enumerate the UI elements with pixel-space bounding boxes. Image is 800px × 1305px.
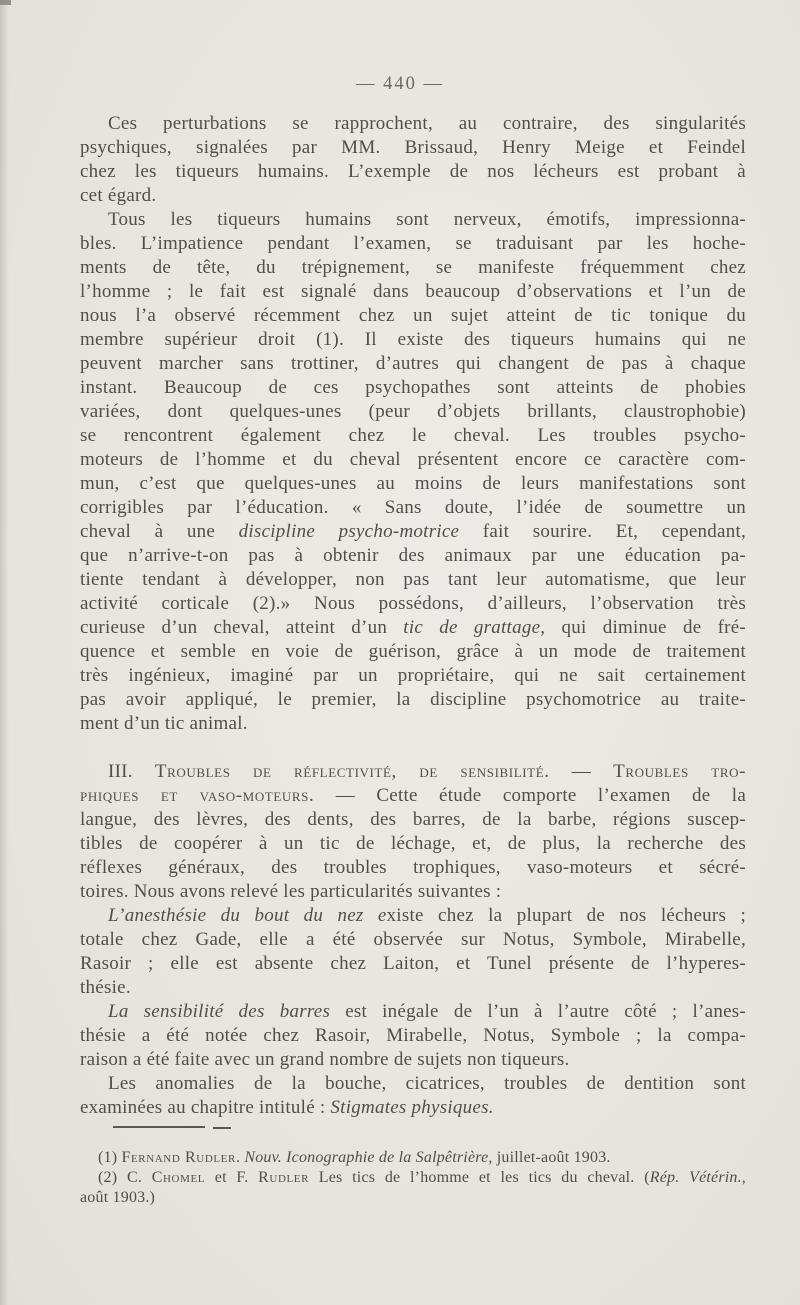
footnote-separator xyxy=(113,1126,231,1129)
italic-text: discipline psycho-motrice xyxy=(238,521,460,542)
text-line xyxy=(80,496,746,520)
text-line xyxy=(80,616,746,640)
smallcaps-text: Rudler xyxy=(258,1169,310,1186)
text-run: très ingénieux, imaginé par un propriétaire, qui ne sait certainement xyxy=(80,665,746,686)
text-line xyxy=(80,208,746,232)
scan-edge-mark xyxy=(0,0,11,5)
text-run: examinées au chapitre intitulé : xyxy=(80,1097,331,1118)
text-line xyxy=(80,592,746,616)
italic-text: Nouv. Iconographie de la Salpêtrière xyxy=(244,1149,489,1166)
text-run: membre supérieur droit (1). Il existe des tiqueurs humains qui ne xyxy=(80,329,746,350)
text-run: toires. Nous avons relevé les particularités suivantes : xyxy=(80,881,502,902)
text-run: (1) xyxy=(98,1149,122,1166)
text-line xyxy=(80,1048,746,1072)
text-run: ments de tête, du trépignement, se manifeste fréquemment chez xyxy=(80,257,746,278)
separator-long-rule xyxy=(113,1126,205,1128)
text-run: peuvent marcher sans trottiner, d’autres qui changent de pas à chaque xyxy=(80,353,746,374)
text-run: Ces perturbations se rapprochent, au contraire, des singularités xyxy=(108,113,746,134)
text-run: bles. L’impatience pendant l’examen, se traduisant par les hoche- xyxy=(80,233,746,254)
text-run: thésie. xyxy=(80,977,131,998)
text-line xyxy=(80,472,746,496)
text-run: que n’arrive-t-on pas à obtenir des animaux par une éducation pa- xyxy=(80,545,746,566)
text-line xyxy=(80,784,746,808)
text-line xyxy=(80,400,746,424)
text-run: variées, dont quelques-unes (peur d’objets brillants, claustrophobie) xyxy=(80,401,746,422)
text-line xyxy=(80,664,746,688)
text-line xyxy=(80,808,746,832)
text-run: tibles de coopérer à un tic de léchage, et, de plus, la recherche des xyxy=(80,833,746,854)
text-run: fait sourire. Et, cependant, xyxy=(459,521,746,542)
text-run: ment d’un tic animal. xyxy=(80,713,248,734)
text-line xyxy=(80,712,746,736)
text-run: , xyxy=(741,1169,746,1186)
text-line xyxy=(80,952,746,976)
text-run: (2) C. xyxy=(98,1169,152,1186)
text-line xyxy=(80,376,746,400)
section-heading-paragraph xyxy=(80,760,746,904)
smallcaps-text: Troubles de réflectivité, de sensibilité. xyxy=(154,761,550,782)
paragraph-anesthesie xyxy=(80,904,746,1000)
text-run: . xyxy=(235,1149,245,1166)
text-line xyxy=(80,136,746,160)
text-line xyxy=(80,544,746,568)
page-body xyxy=(80,112,746,1120)
text-line xyxy=(80,424,746,448)
italic-text: tic de grattage xyxy=(403,617,541,638)
text-line xyxy=(80,928,746,952)
text-line xyxy=(80,568,746,592)
text-line xyxy=(80,304,746,328)
text-line xyxy=(80,256,746,280)
text-run: moteurs de l’homme et du cheval présentent encore ce caractère com- xyxy=(80,449,746,470)
text-line xyxy=(80,1168,746,1188)
text-line xyxy=(80,280,746,304)
text-line xyxy=(80,760,746,784)
text-run: — Cette étude comporte l’examen de la xyxy=(314,785,746,806)
text-line xyxy=(80,1024,746,1048)
italic-text: La sensibilité des barres xyxy=(108,1001,331,1022)
text-run: instant. Beaucoup de ces psychopathes sont atteints de phobies xyxy=(80,377,746,398)
text-line xyxy=(80,352,746,376)
text-run: raison a été faite avec un grand nombre de sujets non tiqueurs. xyxy=(80,1049,570,1070)
text-line xyxy=(80,184,746,208)
text-run: Tous les tiqueurs humains sont nerveux, émotifs, impressionna- xyxy=(108,209,746,230)
text-run: mun, c’est que quelques-unes au moins de leurs manifestations sont xyxy=(80,473,746,494)
text-run: corrigibles par l’éducation. « Sans doute, l’idée de soumettre un xyxy=(80,497,746,518)
text-line xyxy=(80,232,746,256)
text-line xyxy=(80,880,746,904)
text-run: chez les tiqueurs humains. L’exemple de nos lécheurs est probant à xyxy=(80,161,746,182)
text-run: se rencontrent également chez le cheval. Les troubles psycho- xyxy=(80,425,746,446)
text-run: activité corticale (2).» Nous possédons, d’ailleurs, l’observation très xyxy=(80,593,746,614)
text-run: psychiques, signalées par MM. Brissaud, Henry Meige et Feindel xyxy=(80,137,746,158)
text-line xyxy=(80,1148,746,1168)
text-run: xiste chez la plupart de nos lécheurs ; xyxy=(386,905,746,926)
text-run: réflexes généraux, des troubles trophiques, vaso-moteurs et sécré- xyxy=(80,857,746,878)
text-line xyxy=(80,448,746,472)
text-line xyxy=(80,1000,746,1024)
text-line xyxy=(80,640,746,664)
text-line xyxy=(80,1072,746,1096)
text-line xyxy=(80,1096,746,1120)
text-run: pas avoir appliqué, le premier, la discipline psychomotrice au traite- xyxy=(80,689,746,710)
paragraph-sensibilite xyxy=(80,1000,746,1072)
text-line xyxy=(80,112,746,136)
text-run: nous l’a observé récemment chez un sujet atteint de tic tonique du xyxy=(80,305,746,326)
text-run: Rasoir ; elle est absente chez Laiton, et Tunel présente de l’hyperes- xyxy=(80,953,746,974)
text-run: thésie a été notée chez Rasoir, Mirabelle, Notus, Symbole ; la compa- xyxy=(80,1025,746,1046)
text-run: cet égard. xyxy=(80,185,157,206)
text-run: Les tics de l’homme et les tics du cheval. ( xyxy=(309,1169,650,1186)
text-run: cheval à une xyxy=(80,521,239,542)
text-run: quence et semble en voie de guérison, grâce à un mode de traitement xyxy=(80,641,746,662)
italic-text: L’anesthésie du bout du nez e xyxy=(108,905,387,926)
separator-short-dash xyxy=(213,1127,231,1129)
text-run: — xyxy=(549,761,614,782)
text-line xyxy=(80,832,746,856)
paragraph-2 xyxy=(80,208,746,736)
smallcaps-text: Troubles tro- xyxy=(613,761,746,782)
text-line xyxy=(80,904,746,928)
text-run: août 1903.) xyxy=(80,1189,156,1206)
text-line xyxy=(80,856,746,880)
text-run: , juillet-août 1903. xyxy=(488,1149,611,1166)
smallcaps-text: phiques et vaso-moteurs. xyxy=(80,785,315,806)
text-line xyxy=(80,976,746,1000)
text-run: Les anomalies de la bouche, cicatrices, troubles de dentition sont xyxy=(108,1073,746,1094)
text-run: langue, des lèvres, des dents, des barres, de la barbe, régions suscep- xyxy=(80,809,746,830)
smallcaps-text: Fernand Rudler xyxy=(121,1149,236,1166)
text-run: est inégale de l’un à l’autre côté ; l’anes- xyxy=(330,1001,746,1022)
paragraph-1 xyxy=(80,112,746,208)
page-number: — 440 — xyxy=(356,74,444,94)
footnotes xyxy=(80,1148,746,1208)
italic-text: Rép. Vétérin. xyxy=(649,1169,742,1186)
italic-text: Stigmates physiques. xyxy=(330,1097,494,1118)
paragraph-anomalies xyxy=(80,1072,746,1120)
text-run: III. xyxy=(108,761,155,782)
text-line xyxy=(80,688,746,712)
smallcaps-text: Chomel xyxy=(151,1169,206,1186)
text-line xyxy=(80,1188,746,1208)
text-run: tiente tendant à développer, non pas tant leur automatisme, que leur xyxy=(80,569,746,590)
text-line xyxy=(80,328,746,352)
text-run: totale chez Gade, elle a été observée sur Notus, Symbole, Mirabelle, xyxy=(80,929,746,950)
text-run: l’homme ; le fait est signalé dans beaucoup d’observations et l’un de xyxy=(80,281,746,302)
text-line xyxy=(80,160,746,184)
text-run: curieuse d’un cheval, atteint d’un xyxy=(80,617,404,638)
text-line xyxy=(80,520,746,544)
text-run: , qui diminue de fré- xyxy=(540,617,746,638)
text-run: et F. xyxy=(205,1169,259,1186)
